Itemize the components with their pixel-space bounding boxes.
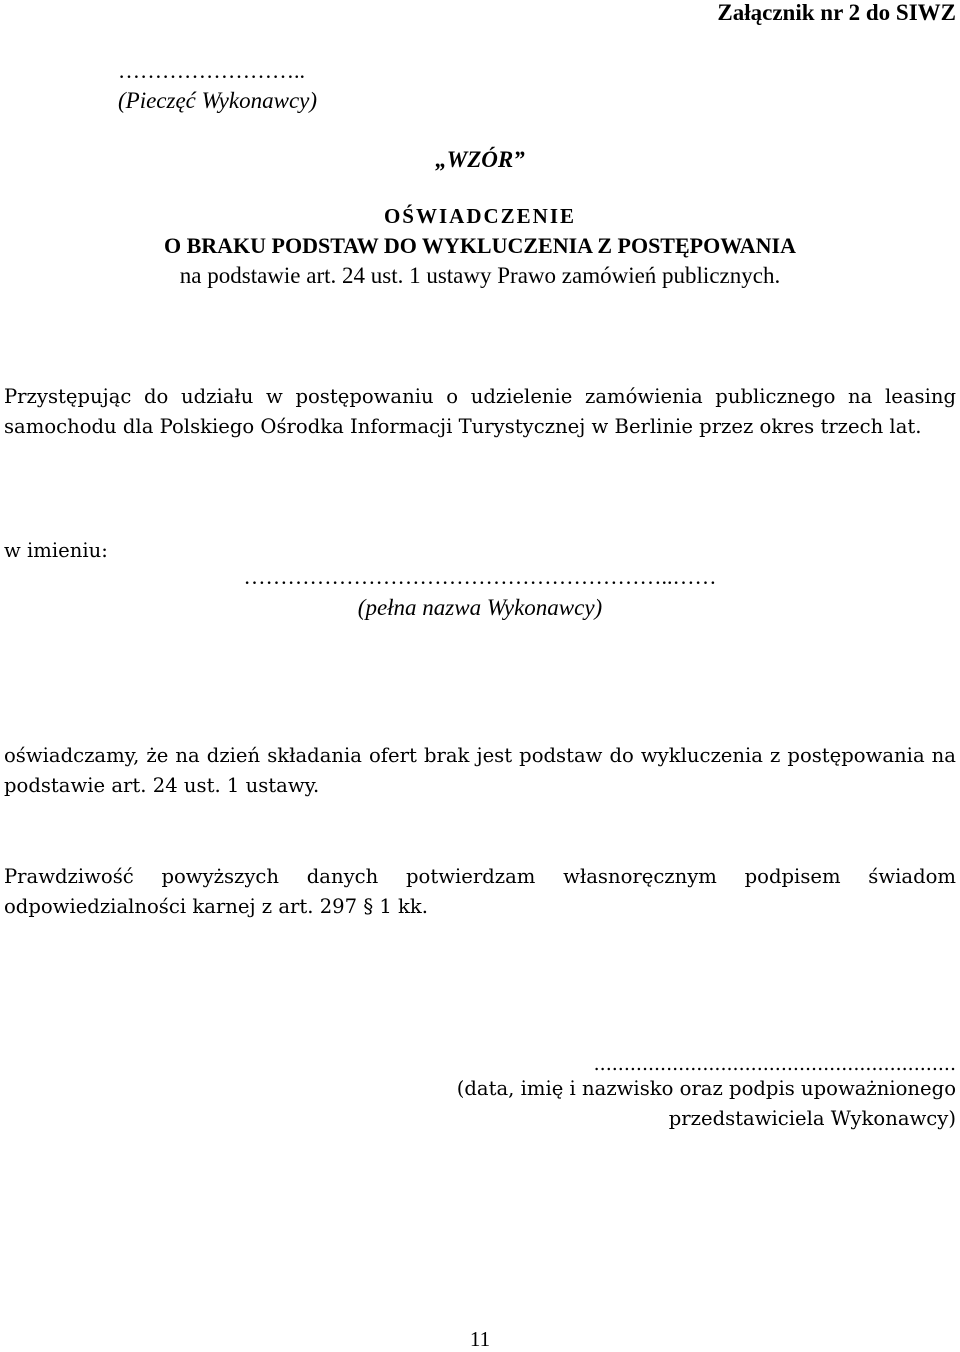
declaration-subtitle: O BRAKU PODSTAW DO WYKLUCZENIA Z POSTĘPOWANIA [164, 233, 796, 258]
confirmation-paragraph: Prawdziwość powyższych danych potwierdzam własnoręcznym podpisem świadom odpowiedzialności karnej z art. 297 § 1 kk. [4, 865, 956, 918]
attachment-number: Załącznik nr 2 do SIWZ [717, 0, 956, 25]
declaration-title: OŚWIADCZENIE [383, 204, 577, 228]
template-heading: „WZÓR” [435, 147, 525, 172]
statement-paragraph: oświadczamy, że na dzień składania ofert brak jest podstaw do wykluczenia z postępowania na podstawie art. 24 ust. 1 ustawy. [4, 744, 956, 797]
stamp-placeholder-dots: …………………….. [118, 58, 305, 83]
signature-dots: ............................................................ [593, 1053, 956, 1075]
contractor-name-label: (pełna nazwa Wykonawcy) [357, 595, 603, 620]
contractor-name-dots: …………………………………………………..…… [243, 564, 717, 589]
stamp-label: (Pieczęć Wykonawcy) [118, 88, 318, 113]
on-behalf-label: w imieniu: [4, 539, 108, 562]
page-number: 11 [469, 1327, 491, 1351]
legal-basis: na podstawie art. 24 ust. 1 ustawy Prawo zamówień publicznych. [179, 263, 781, 288]
intro-paragraph: Przystępując do udziału w postępowaniu o udzielenie zamówienia publicznego na leasing samochodu dla Polskiego Ośrodka Informacji Turystycznej w Berlinie przez okres trzech lat. [4, 385, 956, 438]
signature-label: (data, imię i nazwisko oraz podpis upoważnionego przedstawiciela Wykonawcy) [456, 1077, 956, 1130]
